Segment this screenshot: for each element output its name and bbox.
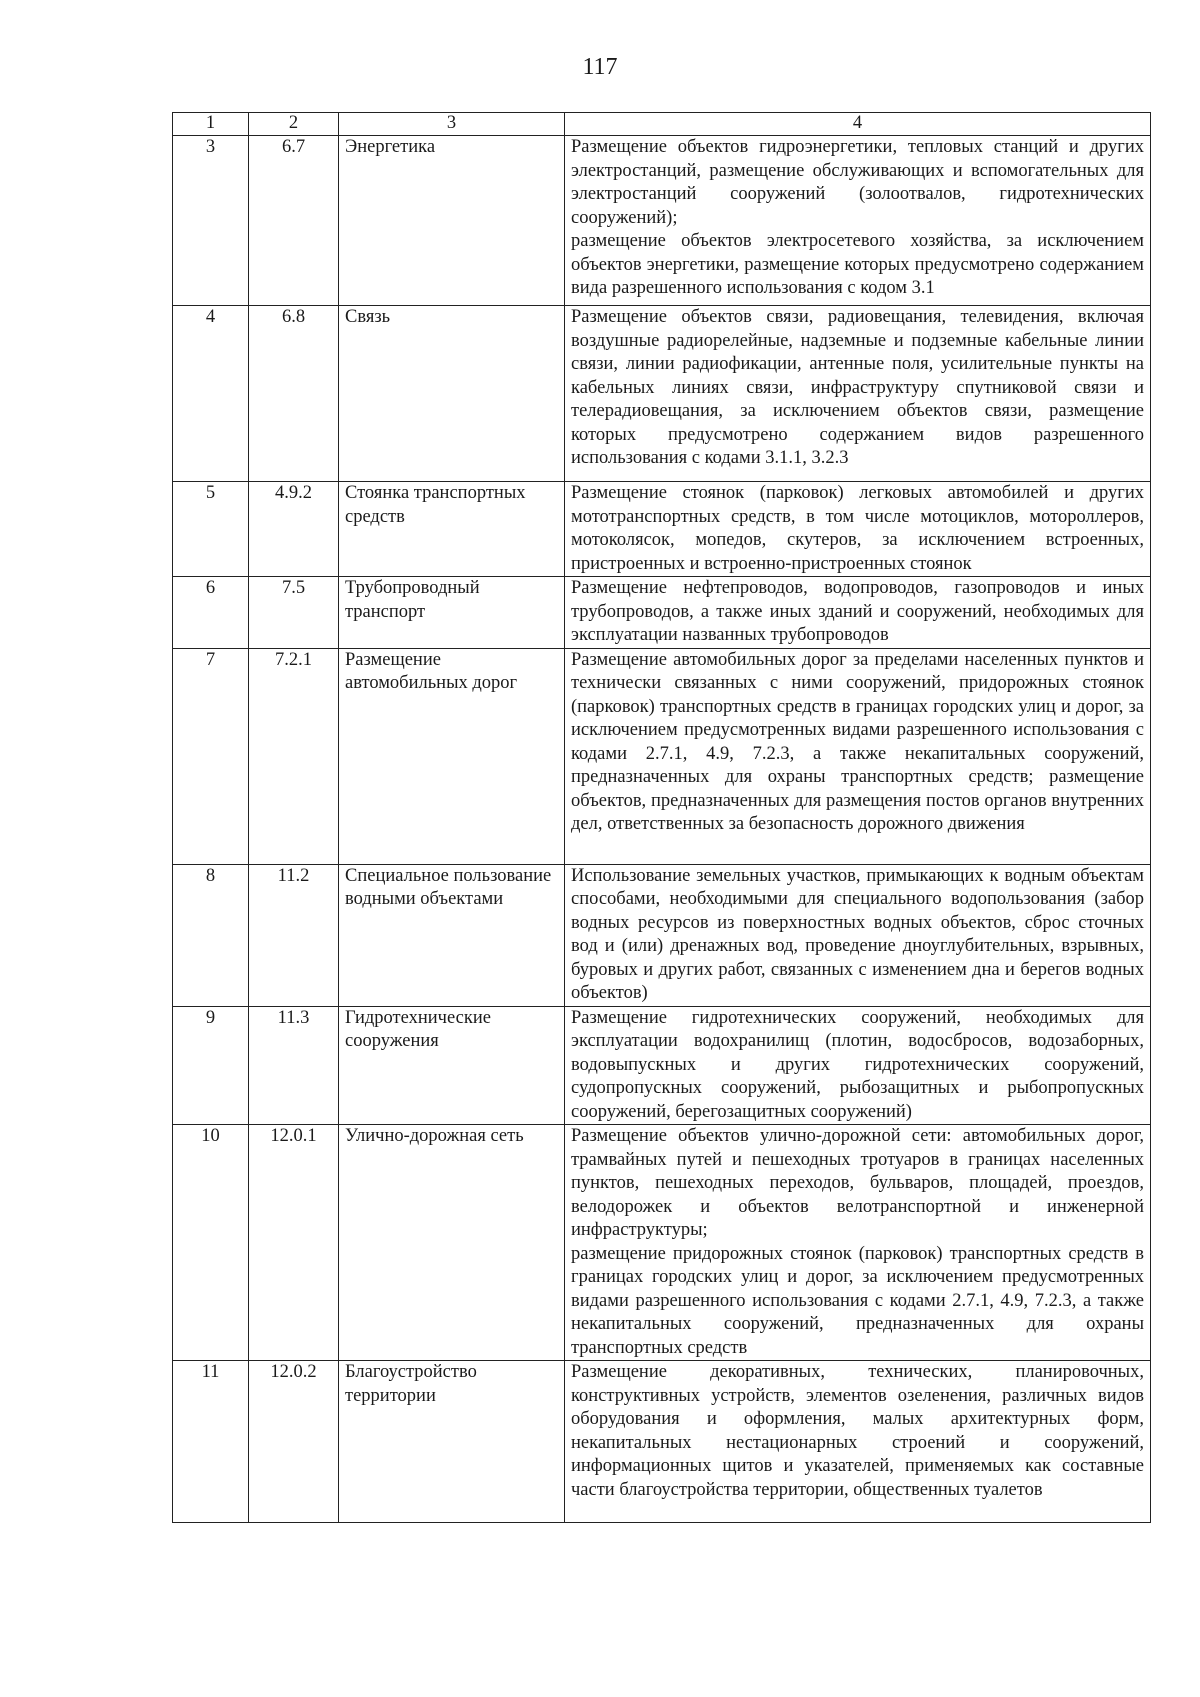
- table-row: [173, 136, 1151, 306]
- use-code: 12.0.1: [249, 1125, 339, 1361]
- use-description: [565, 1006, 1151, 1125]
- use-name: Гидротехнические сооружения: [339, 1006, 565, 1125]
- use-name: Размещение автомобильных дорог: [339, 648, 565, 864]
- table-row: [173, 1006, 1151, 1125]
- use-code: 4.9.2: [249, 482, 339, 577]
- use-name: Трубопроводный транспорт: [339, 577, 565, 649]
- land-use-table: [172, 112, 1151, 1523]
- use-name: Специальное пользование водными объектами: [339, 864, 565, 1006]
- use-name: Связь: [339, 306, 565, 482]
- description-paragraph: Размещение гидротехнических сооружений, необходимых для эксплуатации водохранилищ (плотин, водосбросов, водозаборных, водовыпускных и других гидротехнических сооружений, судопропускных сооружений, рыбозащитных и рыбопропускных сооружений, берегозащитных сооружений): [571, 1007, 1144, 1122]
- description-paragraph: размещение придорожных стоянок (парковок) транспортных средств в границах городских улиц и дорог, за исключением предусмотренных видами разрешенного использования с кодами 2.7.1, 4.9, 7.2.3, а также некапитальных сооружений, предназначенных для охраны транспортных средств: [571, 1243, 1144, 1358]
- use-description: [565, 864, 1151, 1006]
- row-number: 10: [173, 1125, 249, 1361]
- description-paragraph: Размещение нефтепроводов, водопроводов, газопроводов и иных трубопроводов, а также иных зданий и сооружений, необходимых для эксплуатации названных трубопроводов: [571, 578, 1144, 645]
- use-code: 11.3: [249, 1006, 339, 1125]
- use-code: 6.7: [249, 136, 339, 306]
- use-code: 7.5: [249, 577, 339, 649]
- row-number: 9: [173, 1006, 249, 1125]
- description-paragraph: Использование земельных участков, примыкающих к водным объектам способами, необходимыми для специального водопользования (забор водных ресурсов из поверхностных водных объектов, сброс сточных вод и (или) дренажных вод, проведение дноуглубительных, взрывных, буровых и других работ, связанных с изменением дна и берегов водных объектов): [571, 865, 1144, 1003]
- table-row: [173, 482, 1151, 577]
- table-row: [173, 1125, 1151, 1361]
- use-description: [565, 482, 1151, 577]
- header-col-1: 1: [173, 113, 249, 136]
- description-paragraph: Размещение стоянок (парковок) легковых автомобилей и других мототранспортных средств, в том числе мотоциклов, мотороллеров, мотоколясок, мопедов, скутеров, за исключением встроенных, пристроенных и встроенно-пристроенных стоянок: [571, 483, 1144, 574]
- row-number: 6: [173, 577, 249, 649]
- use-description: [565, 577, 1151, 649]
- row-number: 7: [173, 648, 249, 864]
- row-number: 3: [173, 136, 249, 306]
- use-description: [565, 1361, 1151, 1523]
- use-description: [565, 306, 1151, 482]
- use-code: 12.0.2: [249, 1361, 339, 1523]
- use-description: [565, 1125, 1151, 1361]
- table-row: [173, 864, 1151, 1006]
- use-description: [565, 648, 1151, 864]
- row-number: 5: [173, 482, 249, 577]
- use-code: 6.8: [249, 306, 339, 482]
- description-paragraph: Размещение объектов связи, радиовещания, телевидения, включая воздушные радиорелейные, надземные и подземные кабельные линии связи, линии радиофикации, антенные поля, усилительные пункты на кабельных линиях связи, инфраструктуру спутниковой связи и телерадиовещания, за исключением объектов связи, размещение которых предусмотрено содержанием видов разрешенного использования с кодами 3.1.1, 3.2.3: [571, 307, 1144, 468]
- table-header-row: [173, 113, 1151, 136]
- header-col-2: 2: [249, 113, 339, 136]
- page-number: 117: [582, 54, 618, 80]
- row-number: 11: [173, 1361, 249, 1523]
- table-row: [173, 306, 1151, 482]
- row-number: 4: [173, 306, 249, 482]
- use-name: Стоянка транспортных средств: [339, 482, 565, 577]
- row-number: 8: [173, 864, 249, 1006]
- description-paragraph: размещение объектов электросетевого хозяйства, за исключением объектов энергетики, размещение которых предусмотрено содержанием вида разрешенного использования с кодом 3.1: [571, 231, 1144, 298]
- description-paragraph: Размещение декоративных, технических, планировочных, конструктивных устройств, элементов озеленения, различных видов оборудования и оформления, малых архитектурных форм, некапитальных нестационарных строений и сооружений, информационных щитов и указателей, применяемых как составные части благоустройства территории, общественных туалетов: [571, 1362, 1144, 1500]
- use-description: [565, 136, 1151, 306]
- table-row: [173, 648, 1151, 864]
- description-paragraph: Размещение автомобильных дорог за пределами населенных пунктов и технически связанных с ними сооружений, придорожных стоянок (парковок) транспортных средств в границах городских улиц и дорог, за исключением предусмотренных видами разрешенного использования с кодами 2.7.1, 4.9, 7.2.3, а также некапитальных сооружений, предназначенных для охраны транспортных средств; размещение объектов, предназначенных для размещения постов органов внутренних дел, ответственных за безопасность дорожного движения: [571, 649, 1144, 834]
- description-paragraph: Размещение объектов улично-дорожной сети: автомобильных дорог, трамвайных путей и пешеходных тротуаров в границах населенных пунктов, пешеходных переходов, бульваров, площадей, проездов, велодорожек и объектов велотранспортной и инженерной инфраструктуры;: [571, 1126, 1144, 1240]
- use-code: 11.2: [249, 864, 339, 1006]
- description-paragraph: Размещение объектов гидроэнергетики, тепловых станций и других электростанций, размещение обслуживающих и вспомогательных для электростанций сооружений (золоотвалов, гидротехнических сооружений);: [571, 137, 1144, 228]
- header-col-3: 3: [339, 113, 565, 136]
- use-code: 7.2.1: [249, 648, 339, 864]
- use-name: Благоустройство территории: [339, 1361, 565, 1523]
- table-row: [173, 1361, 1151, 1523]
- table-row: [173, 577, 1151, 649]
- use-name: Улично-дорожная сеть: [339, 1125, 565, 1361]
- table-body: [173, 136, 1151, 1523]
- header-col-4: 4: [565, 113, 1151, 136]
- use-name: Энергетика: [339, 136, 565, 306]
